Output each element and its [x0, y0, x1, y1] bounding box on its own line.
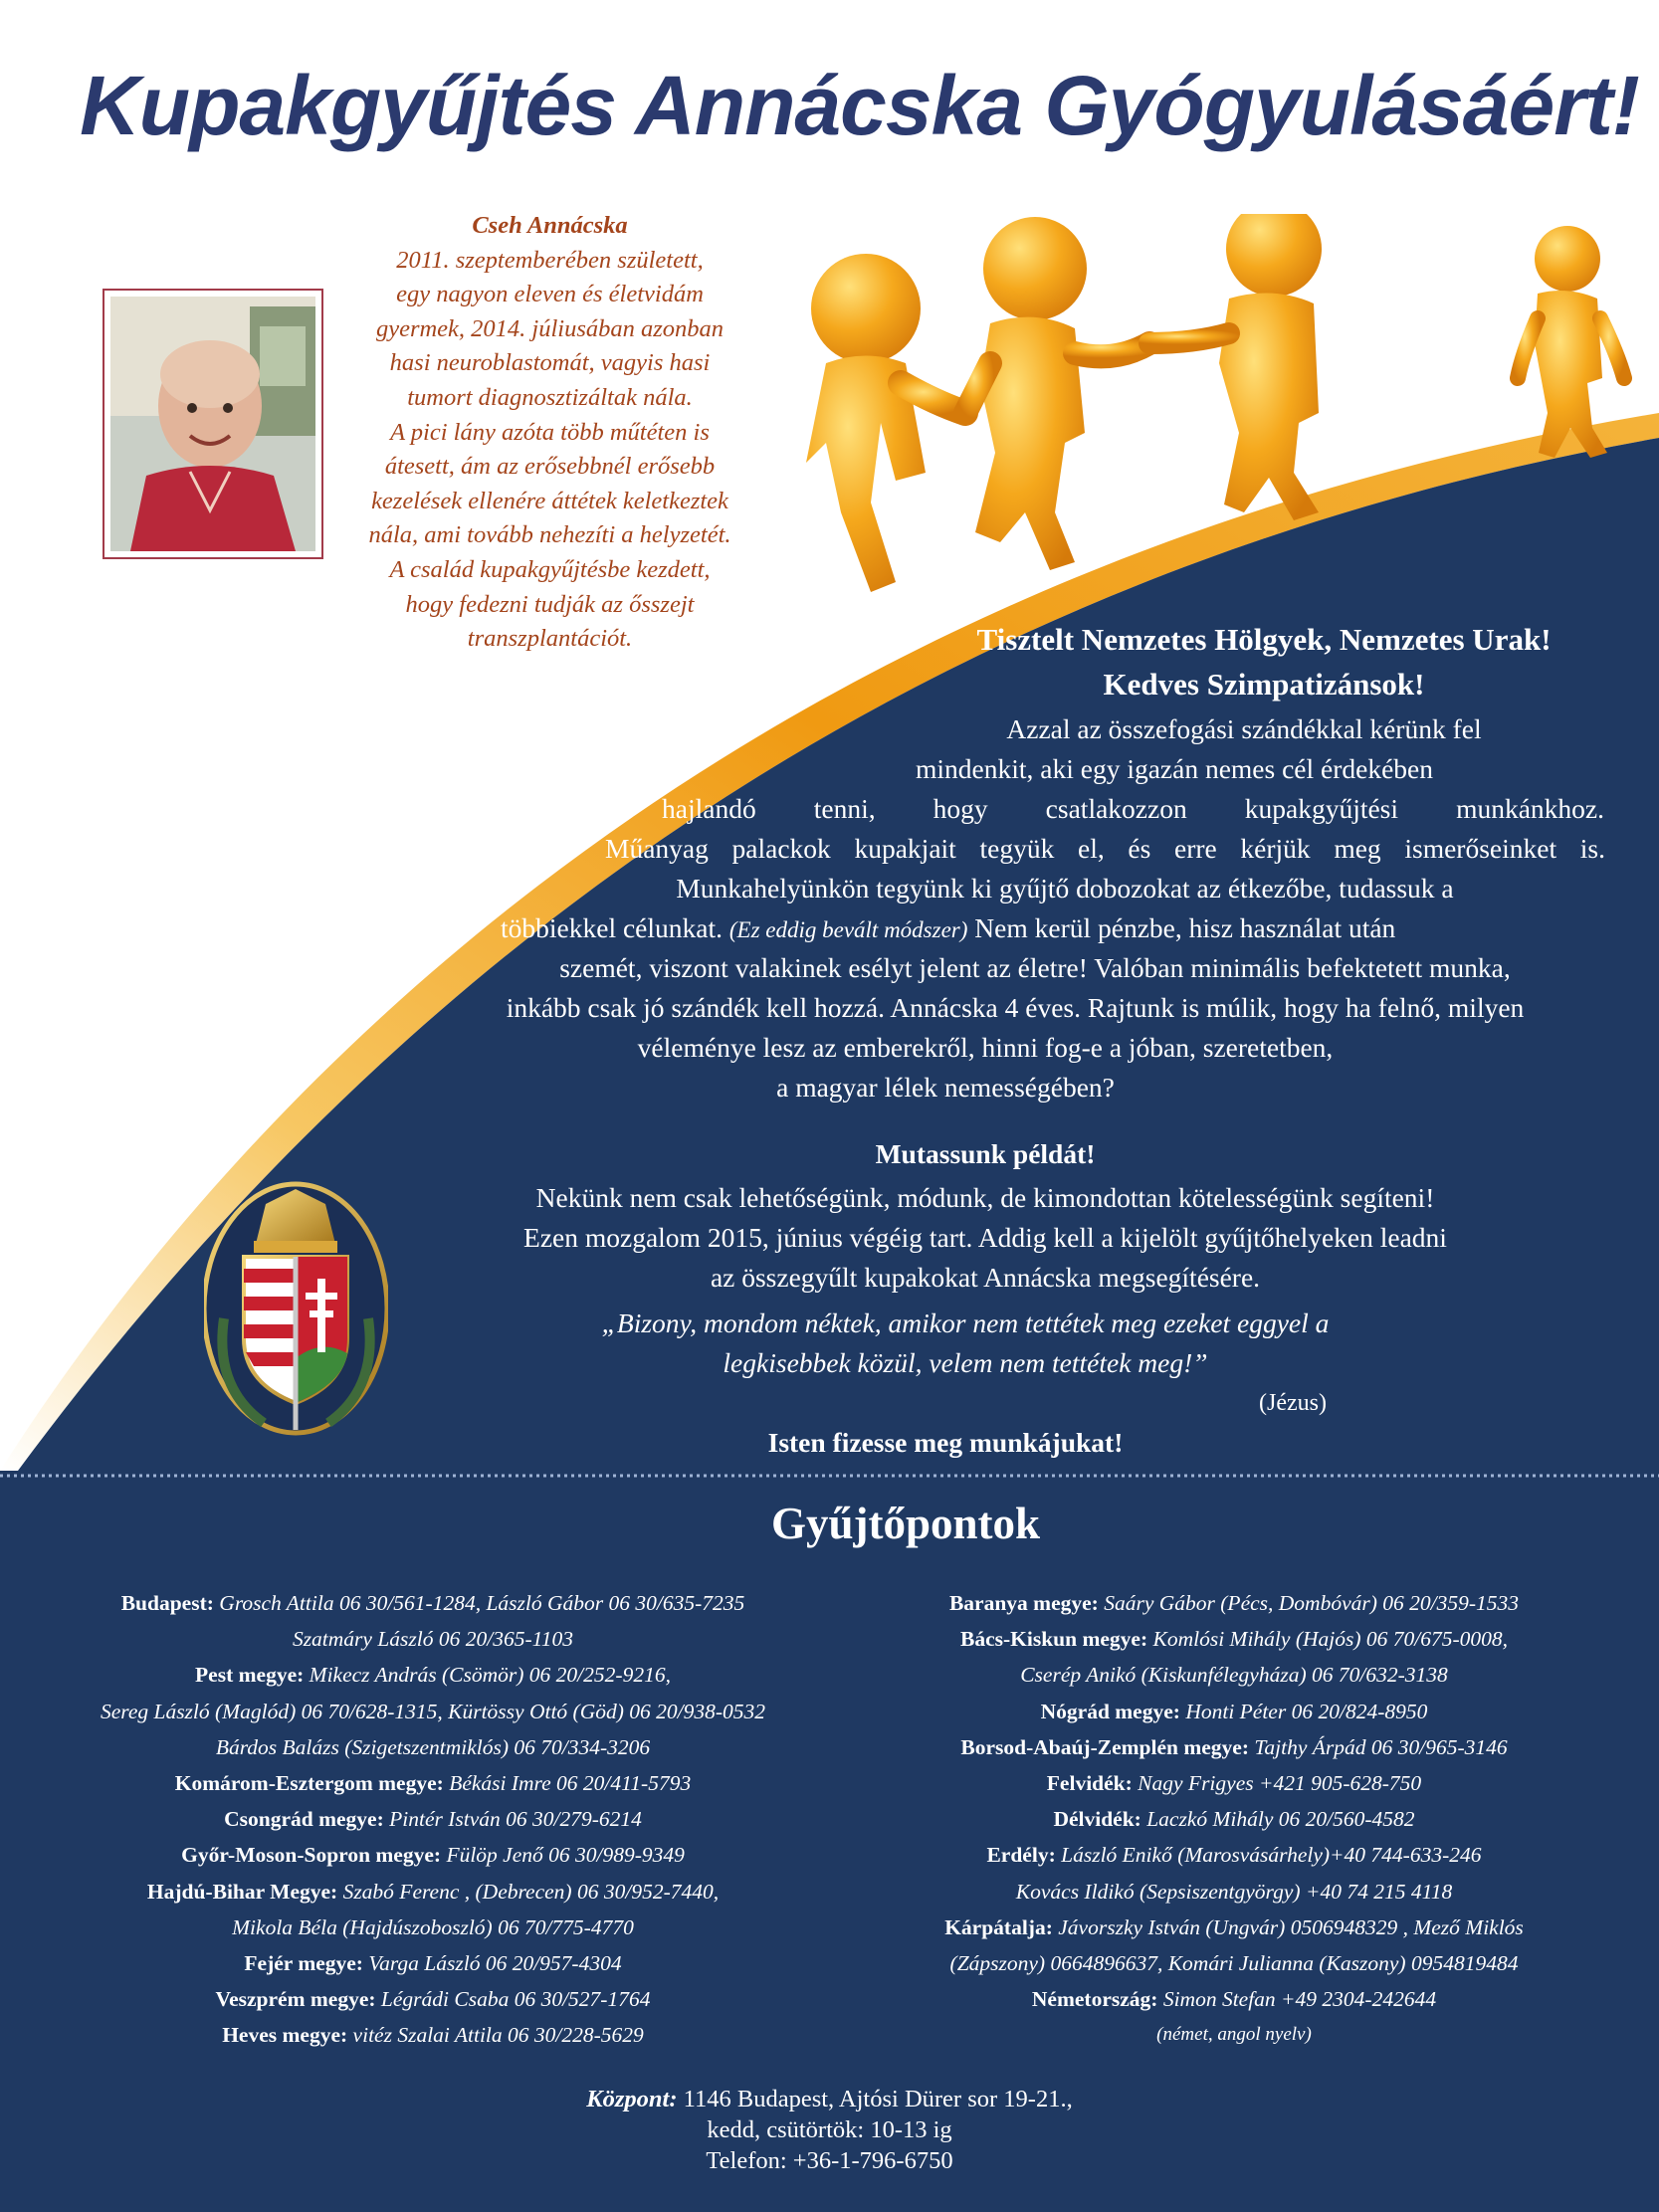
headquarters-label: Központ:	[586, 2086, 678, 2112]
letter-text: Nem kerül pénzbe, hisz használat után	[974, 912, 1396, 943]
letter-line: mindenkit, aki egy igazán nemes cél érdekében	[916, 753, 1433, 784]
collection-row: Hajdú-Bihar Megye: Szabó Ferenc , (Debrecen) 06 30/952-7440,	[146, 1879, 720, 1904]
collection-row: Bárdos Balázs (Szigetszentmiklós) 06 70/334-3206	[215, 1734, 651, 1759]
collection-row: Borsod-Abaúj-Zemplén megye: Tajthy Árpád 06 30/965-3146	[960, 1734, 1508, 1759]
letter-line: inkább csak jó szándék kell hozzá. Annácska 4 éves. Rajtunk is múlik, hogy ha felnő, milyen	[506, 992, 1525, 1023]
collection-row: Sereg László (Maglód) 06 70/628-1315, Kürtössy Ottó (Göd) 06 20/938-0532	[100, 1699, 766, 1723]
collection-row: Délvidék: Laczkó Mihály 06 20/560-4582	[1053, 1807, 1415, 1832]
letter-line: az összegyűlt kupakokat Annácska megsegítésére.	[710, 1262, 1261, 1293]
opening-hours: kedd, csütörtök: 10-13 ig	[707, 2116, 952, 2143]
collection-row: Győr-Moson-Sopron megye: Fülöp Jenő 06 30/989-9349	[181, 1843, 685, 1868]
collection-row: Budapest: Grosch Attila 06 30/561-1284, László Gábor 06 30/635-7235	[120, 1591, 745, 1615]
collection-row: Szatmáry László 06 20/365-1103	[292, 1627, 574, 1652]
intro-line: egy nagyon eleven és életvidám	[396, 281, 704, 308]
collection-row: Kárpátalja: Jávorszky István (Ungvár) 0506948329 , Mező Miklós	[944, 1914, 1524, 1939]
letter-line: Nekünk nem csak lehetőségünk, módunk, de kimondottan kötelességünk segíteni!	[535, 1182, 1435, 1213]
collection-row: Mikola Béla (Hajdúszoboszló) 06 70/775-4770	[232, 1914, 634, 1939]
collection-row: Felvidék: Nagy Frigyes +421 905-628-750	[1046, 1771, 1422, 1796]
collection-row: (Zápszony) 0664896637, Komári Julianna (Kaszony) 0954819484	[949, 1951, 1519, 1976]
letter-line: véleménye lesz az emberekről, hinni fog-e a jóban, szeretetben,	[637, 1032, 1334, 1063]
bible-quote-line-2: legkisebbek közül, velem nem tettétek meg!”	[723, 1347, 1208, 1378]
closing-line: Isten fizesse meg munkájukat!	[767, 1427, 1124, 1458]
intro-line: hasi neuroblastomát, vagyis hasi	[389, 349, 711, 377]
letter-line: Műanyag palackok kupakjait tegyük el, és erre kérjük meg ismerőseinket is.	[605, 833, 1605, 864]
greeting-line-2: Kedves Szimpatizánsok!	[1103, 667, 1425, 702]
coat-of-arms-emblem	[204, 1169, 388, 1438]
address-text: 1146 Budapest, Ajtósi Dürer sor 19-21.,	[677, 2086, 1073, 2112]
collection-row: Baranya megye: Saáry Gábor (Pécs, Dombóvár) 06 20/359-1533	[948, 1591, 1520, 1615]
letter-line: Munkahelyünkön tegyünk ki gyűjtő dobozokat az étkezőbe, tudassuk a	[676, 873, 1454, 904]
example-heading: Mutassunk példát!	[875, 1138, 1096, 1169]
collection-row: Németország: Simon Stefan +49 2304-242644	[1031, 1987, 1437, 2012]
intro-line: transzplantációt.	[467, 625, 633, 653]
intro-line: nála, ami tovább nehezíti a helyzetét.	[368, 521, 731, 549]
collection-row: Csongrád megye: Pintér István 06 30/279-6214	[224, 1807, 642, 1832]
collection-points-title: Gyűjtőpontok	[770, 1499, 1041, 1548]
letter-line: Ezen mozgalom 2015, június végéig tart. Addig kell a kijelölt gyűjtőhelyeken leadni	[523, 1222, 1447, 1253]
dotted-divider	[0, 1471, 1659, 1481]
letter-line	[501, 910, 1615, 948]
collection-row: Pest megye: Mikecz András (Csömör) 06 20/252-9216,	[195, 1663, 671, 1688]
collection-row: Cserép Anikó (Kiskunfélegyháza) 06 70/632-3138	[1020, 1663, 1448, 1688]
collection-row: Fejér megye: Varga László 06 20/957-4304	[244, 1951, 622, 1976]
letter-line: hajlandó tenni, hogy csatlakozzon kupakgyűjtési munkánkhoz.	[662, 793, 1604, 824]
letter-text: többiekkel célunkat.	[501, 912, 723, 943]
collection-row: Komárom-Esztergom megye: Békási Imre 06 20/411-5793	[174, 1771, 692, 1796]
page-title: Kupakgyűjtés Annácska Gyógyulásáért!	[80, 59, 1639, 152]
collection-row: Kovács Ildikó (Sepsiszentgyörgy) +40 74 215 4118	[1015, 1879, 1453, 1904]
bible-quote-line-1: „Bizony, mondom néktek, amikor nem tettétek meg ezeket eggyel a	[601, 1307, 1330, 1338]
letter-note: (Ez eddig bevált módszer)	[728, 917, 968, 942]
intro-line: tumort diagnosztizáltak nála.	[407, 383, 693, 411]
intro-line: kezelések ellenére áttétek keletkeztek	[371, 487, 728, 514]
intro-line: A pici lány azóta több műtéten is	[390, 418, 710, 446]
collection-row: Bács-Kiskun megye: Komlósi Mihály (Hajós) 06 70/675-0008,	[959, 1627, 1509, 1652]
collection-row: Erdély: László Enikő (Marosvásárhely)+40 744-633-246	[986, 1843, 1482, 1868]
collection-points-left	[60, 1585, 806, 2054]
child-name: Cseh Annácska	[472, 212, 628, 239]
collection-row: Nógrád megye: Honti Péter 06 20/824-8950	[1040, 1699, 1428, 1723]
letter-line: szemét, viszont valakinek esélyt jelent az életre! Valóban minimális befektetett munka,	[559, 952, 1511, 983]
intro-line: átesett, ám az erősebbnél erősebb	[384, 453, 716, 481]
collection-row: Veszprém megye: Légrádi Csaba 06 30/527-1764	[215, 1987, 651, 2012]
headquarters-footer	[0, 2084, 1659, 2176]
address-line	[0, 2084, 1659, 2114]
intro-line: A család kupakgyűjtésbe kezdett,	[389, 555, 711, 583]
letter-line: a magyar lélek nemességében?	[776, 1072, 1115, 1103]
collection-row: Heves megye: vitéz Szalai Attila 06 30/228-5629	[222, 2023, 644, 2048]
intro-line: hogy fedezni tudják az ősszejt	[405, 590, 695, 618]
language-note: (német, angol nyelv)	[1156, 2024, 1312, 2046]
phone-number: Telefon: +36-1-796-6750	[706, 2147, 953, 2174]
letter-line: Azzal az összefogási szándékkal kérünk fel	[1006, 713, 1482, 744]
greeting-line-1: Tisztelt Nemzetes Hölgyek, Nemzetes Urak!	[976, 622, 1552, 657]
intro-line: gyermek, 2014. júliusában azonban	[375, 314, 725, 342]
quote-attribution: (Jézus)	[1259, 1390, 1327, 1416]
collection-points-right	[856, 1585, 1612, 2054]
intro-line: 2011. szeptemberében született,	[396, 246, 704, 274]
